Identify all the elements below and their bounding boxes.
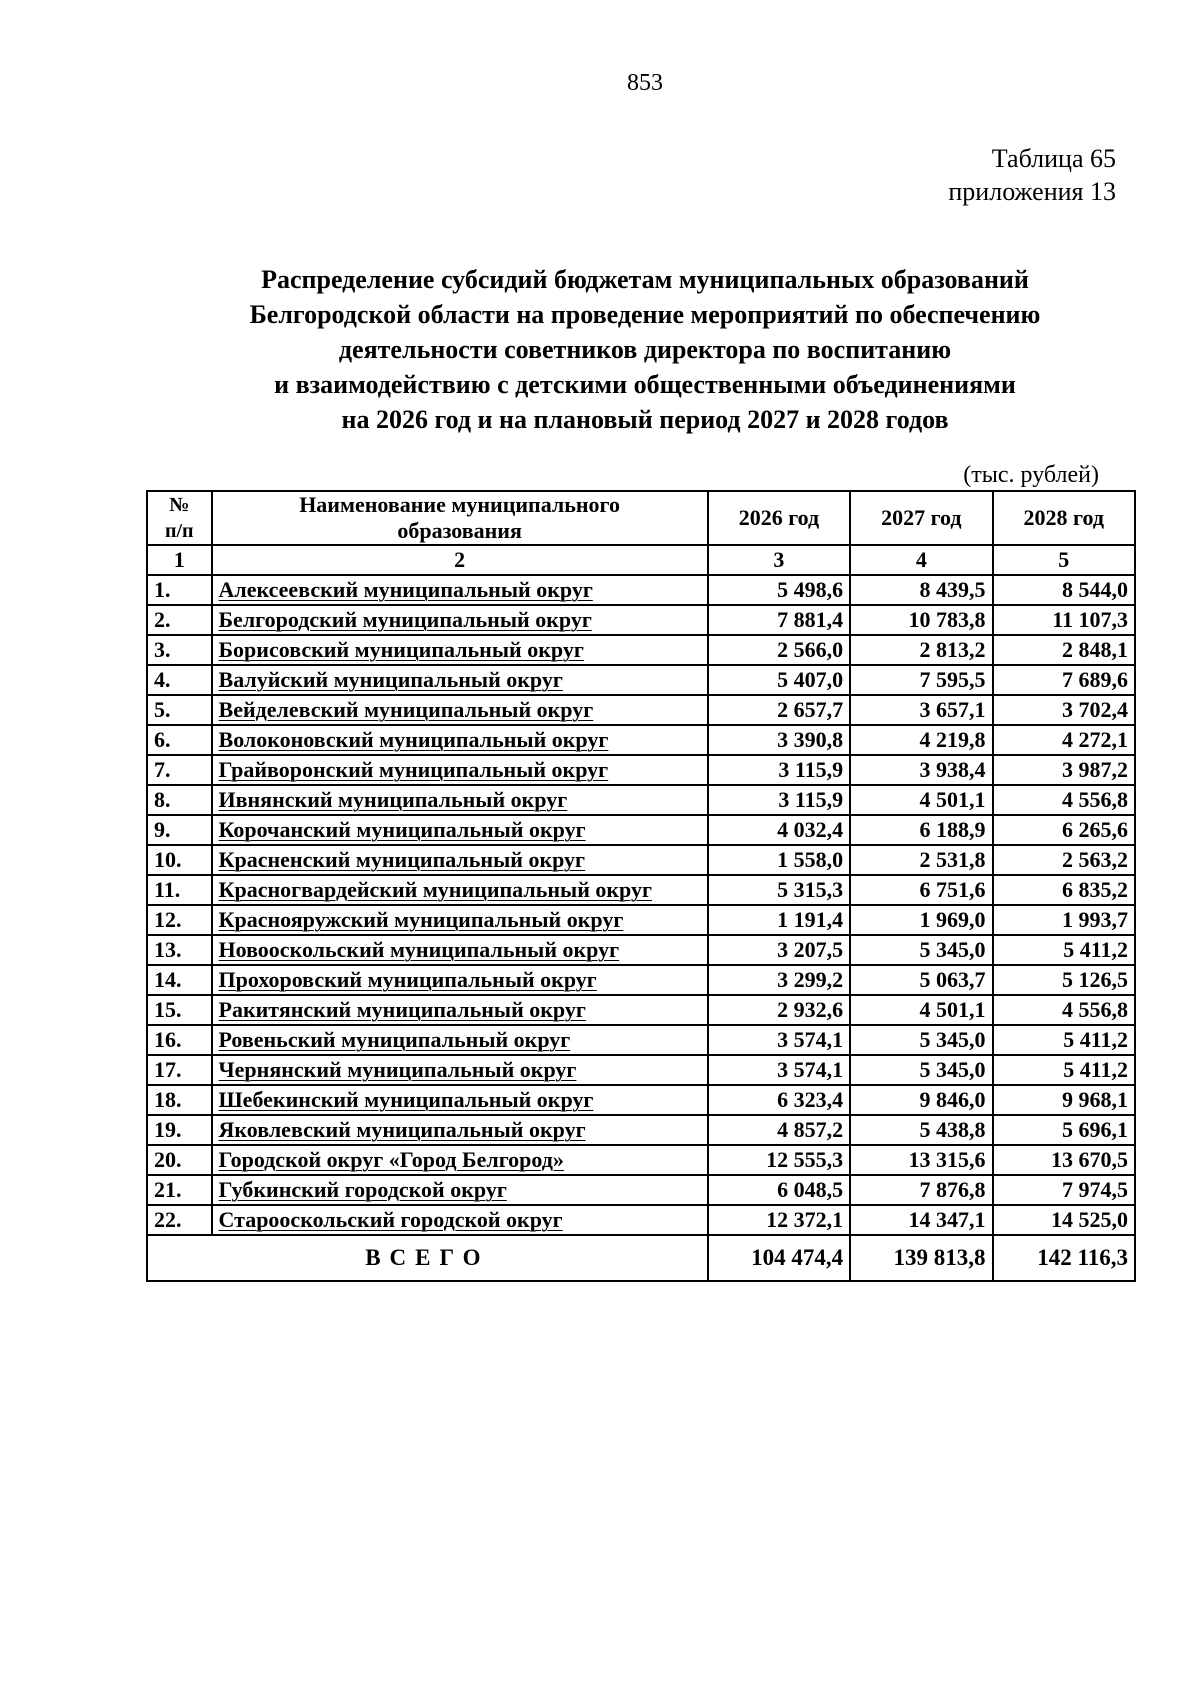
total-label: ВСЕГО [147,1235,708,1281]
row-number: 7. [147,755,212,785]
municipality-name: Корочанский муниципальный округ [212,815,708,845]
value-2028: 5 411,2 [993,935,1135,965]
table-row [147,905,1135,935]
value-2026: 3 574,1 [708,1025,850,1055]
value-2027: 5 345,0 [850,1025,992,1055]
municipality-name: Борисовский муниципальный округ [212,635,708,665]
col-number: 5 [993,545,1135,575]
municipality-name: Новооскольский муниципальный округ [212,935,708,965]
value-2027: 8 439,5 [850,575,992,605]
value-2028: 2 848,1 [993,635,1135,665]
value-2027: 2 531,8 [850,845,992,875]
header-name-line1: Наименование муниципального [299,492,621,517]
row-number: 20. [147,1145,212,1175]
table-row [147,935,1135,965]
value-2026: 1 558,0 [708,845,850,875]
header-2028: 2028 год [993,491,1135,545]
row-number: 21. [147,1175,212,1205]
value-2026: 2 657,7 [708,695,850,725]
municipality-name: Прохоровский муниципальный округ [212,965,708,995]
row-number: 8. [147,785,212,815]
row-number: 6. [147,725,212,755]
value-2028: 4 556,8 [993,785,1135,815]
value-2026: 12 555,3 [708,1145,850,1175]
value-2027: 6 751,6 [850,875,992,905]
table-row [147,965,1135,995]
municipality-name: Красногвардейский муниципальный округ [212,875,708,905]
row-number: 5. [147,695,212,725]
municipality-name: Шебекинский муниципальный округ [212,1085,708,1115]
table-row [147,1085,1135,1115]
row-number: 13. [147,935,212,965]
value-2026: 2 932,6 [708,995,850,1025]
value-2027: 4 501,1 [850,995,992,1025]
value-2027: 3 938,4 [850,755,992,785]
municipality-name: Валуйский муниципальный округ [212,665,708,695]
title-line4: и взаимодействию с детскими общественными объединениями [274,370,1016,399]
value-2027: 7 595,5 [850,665,992,695]
value-2027: 5 345,0 [850,935,992,965]
header-name-line2: образования [397,518,522,543]
value-2026: 4 857,2 [708,1115,850,1145]
value-2026: 1 191,4 [708,905,850,935]
total-2027: 139 813,8 [850,1235,992,1281]
row-number: 22. [147,1205,212,1235]
municipality-name: Губкинский городской округ [212,1175,708,1205]
value-2027: 10 783,8 [850,605,992,635]
row-number: 10. [147,845,212,875]
table-row [147,605,1135,635]
col-number: 3 [708,545,850,575]
value-2028: 5 411,2 [993,1055,1135,1085]
header-num [147,491,212,545]
table-ref-line2: приложения 13 [948,177,1116,206]
header-name [212,491,708,545]
value-2026: 6 323,4 [708,1085,850,1115]
table-row [147,635,1135,665]
title-line5: на 2026 год и на плановый период 2027 и 2028 годов [341,405,949,434]
value-2026: 3 115,9 [708,785,850,815]
table-row [147,755,1135,785]
header-2027: 2027 год [850,491,992,545]
municipality-name: Белгородский муниципальный округ [212,605,708,635]
value-2027: 2 813,2 [850,635,992,665]
header-2026: 2026 год [708,491,850,545]
row-number: 16. [147,1025,212,1055]
table-row [147,1055,1135,1085]
table-row [147,845,1135,875]
col-number: 4 [850,545,992,575]
row-number: 17. [147,1055,212,1085]
value-2027: 14 347,1 [850,1205,992,1235]
total-2028: 142 116,3 [993,1235,1135,1281]
header-row [147,491,1135,545]
total-2026: 104 474,4 [708,1235,850,1281]
table-row [147,1145,1135,1175]
value-2027: 9 846,0 [850,1085,992,1115]
value-2026: 3 299,2 [708,965,850,995]
municipality-name: Грайворонский муниципальный округ [212,755,708,785]
value-2027: 5 438,8 [850,1115,992,1145]
municipality-name: Вейделевский муниципальный округ [212,695,708,725]
value-2028: 7 689,6 [993,665,1135,695]
table-row [147,1175,1135,1205]
municipality-name: Ивнянский муниципальный округ [212,785,708,815]
municipality-name: Ракитянский муниципальный округ [212,995,708,1025]
municipality-name: Красненский муниципальный округ [212,845,708,875]
table-ref-line1: Таблица 65 [991,144,1116,173]
value-2028: 7 974,5 [993,1175,1135,1205]
municipality-name: Старооскольский городской округ [212,1205,708,1235]
header-num-line1: № [169,494,190,516]
value-2026: 12 372,1 [708,1205,850,1235]
value-2026: 5 407,0 [708,665,850,695]
value-2027: 5 063,7 [850,965,992,995]
table-row [147,1025,1135,1055]
value-2028: 5 411,2 [993,1025,1135,1055]
value-2028: 11 107,3 [993,605,1135,635]
value-2026: 3 115,9 [708,755,850,785]
col-number: 1 [147,545,212,575]
value-2026: 4 032,4 [708,815,850,845]
value-2028: 9 968,1 [993,1085,1135,1115]
value-2028: 1 993,7 [993,905,1135,935]
table-reference [948,142,1116,208]
table-row [147,725,1135,755]
value-2026: 2 566,0 [708,635,850,665]
col-number: 2 [212,545,708,575]
row-number: 14. [147,965,212,995]
value-2026: 3 207,5 [708,935,850,965]
municipality-name: Алексеевский муниципальный округ [212,575,708,605]
header-num-line2: п/п [164,520,194,542]
table-row [147,785,1135,815]
value-2026: 5 315,3 [708,875,850,905]
value-2028: 14 525,0 [993,1205,1135,1235]
value-2028: 5 696,1 [993,1115,1135,1145]
table-row [147,875,1135,905]
document-title [150,262,1140,437]
total-row [147,1235,1135,1281]
value-2026: 3 574,1 [708,1055,850,1085]
value-2027: 6 188,9 [850,815,992,845]
table-row [147,995,1135,1025]
title-line3: деятельности советников директора по воспитанию [338,335,952,364]
value-2028: 4 272,1 [993,725,1135,755]
value-2028: 3 702,4 [993,695,1135,725]
municipality-name: Волоконовский муниципальный округ [212,725,708,755]
value-2028: 3 987,2 [993,755,1135,785]
row-number: 4. [147,665,212,695]
row-number: 11. [147,875,212,905]
row-number: 2. [147,605,212,635]
row-number: 3. [147,635,212,665]
title-line2: Белгородской области на проведение мероприятий по обеспечению [249,300,1041,329]
value-2026: 5 498,6 [708,575,850,605]
value-2028: 13 670,5 [993,1145,1135,1175]
row-number: 18. [147,1085,212,1115]
municipality-name: Чернянский муниципальный округ [212,1055,708,1085]
table-row [147,1205,1135,1235]
table-row [147,695,1135,725]
row-number: 19. [147,1115,212,1145]
value-2027: 5 345,0 [850,1055,992,1085]
municipality-name: Краснояружский муниципальный округ [212,905,708,935]
municipality-name: Ровеньский муниципальный округ [212,1025,708,1055]
value-2026: 7 881,4 [708,605,850,635]
value-2028: 8 544,0 [993,575,1135,605]
row-number: 1. [147,575,212,605]
units-label: (тыс. рублей) [963,462,1099,488]
value-2027: 13 315,6 [850,1145,992,1175]
value-2027: 3 657,1 [850,695,992,725]
value-2027: 4 501,1 [850,785,992,815]
value-2026: 6 048,5 [708,1175,850,1205]
value-2028: 6 835,2 [993,875,1135,905]
table-row [147,665,1135,695]
value-2027: 4 219,8 [850,725,992,755]
subsidies-table [146,490,1136,1282]
table-row [147,1115,1135,1145]
table-body [147,575,1135,1235]
value-2027: 1 969,0 [850,905,992,935]
value-2028: 4 556,8 [993,995,1135,1025]
value-2028: 5 126,5 [993,965,1135,995]
page-number: 853 [627,70,663,96]
municipality-name: Яковлевский муниципальный округ [212,1115,708,1145]
municipality-name: Городской округ «Город Белгород» [212,1145,708,1175]
value-2027: 7 876,8 [850,1175,992,1205]
title-line1: Распределение субсидий бюджетам муниципальных образований [261,265,1029,294]
table-row [147,815,1135,845]
value-2028: 2 563,2 [993,845,1135,875]
row-number: 9. [147,815,212,845]
row-number: 12. [147,905,212,935]
row-number: 15. [147,995,212,1025]
value-2026: 3 390,8 [708,725,850,755]
table-row [147,575,1135,605]
column-numbers-row [147,545,1135,575]
value-2028: 6 265,6 [993,815,1135,845]
